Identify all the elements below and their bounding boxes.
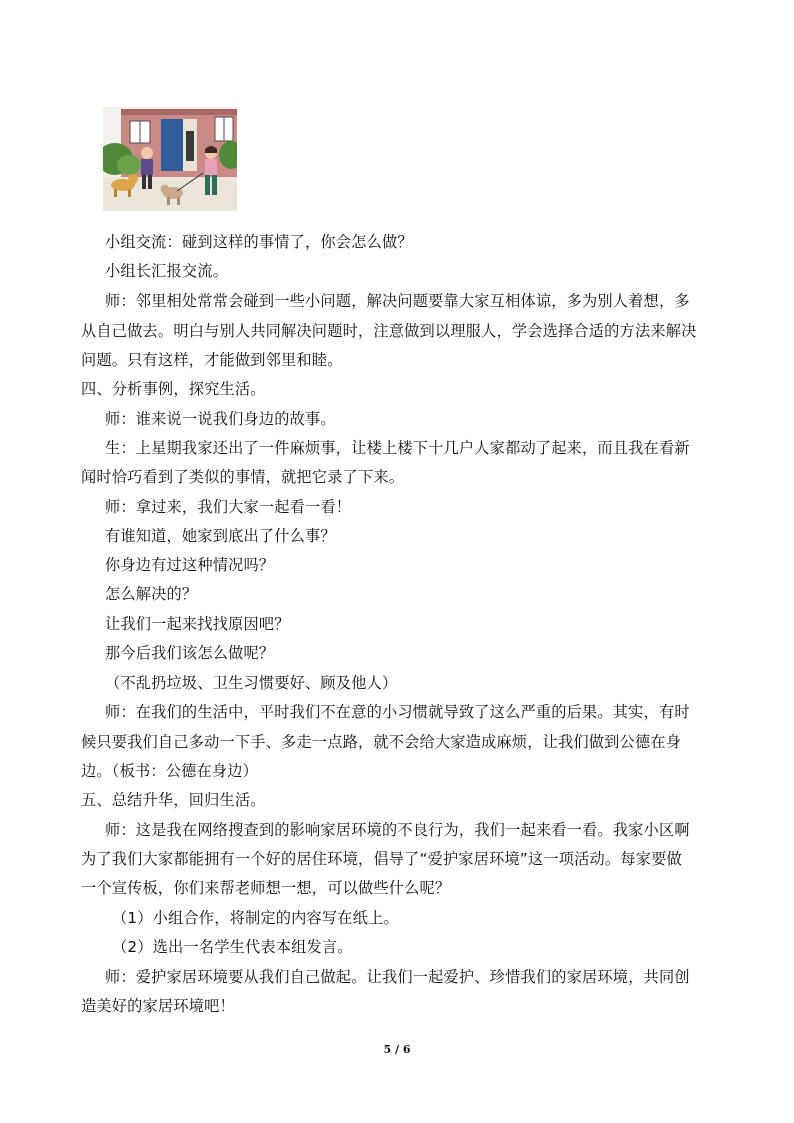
paragraph-line: 问题。只有这样，才能做到邻里和睦。 [81,351,343,369]
paragraph-line: 候只要我们自己多动一下手、多走一点路，就不会给大家造成麻烦，让我们做到公德在身 [81,733,682,751]
question-line: 让我们一起来找找原因吧？ [105,615,290,633]
teacher-line: 师：拿过来，我们大家一起看一看！ [105,498,352,516]
answer-line: （不乱扔垃圾、卫生习惯要好、顾及他人） [105,674,398,692]
paragraph-line: 为了我们大家都能拥有一个好的居住环境，倡导了“爱护家居环境”这一项活动。每家要做 [81,850,682,868]
paragraph-line: 从自己做去。明白与别人共同解决问题时，注意做到以理服人，学会选择合适的方法来解决 [81,322,697,340]
question-line: 有谁知道，她家到底出了什么事？ [105,527,336,545]
question-line: 那今后我们该怎么做呢？ [105,644,275,662]
teacher-paragraph: 师：在我们的生活中，平时我们不在意的小习惯就导致了这么严重的后果。其实，有时 [105,703,690,721]
paragraph-line: 一个宣传板，你们来帮老师想一想，可以做些什么呢？ [81,879,451,897]
step-item: （1）小组合作，将制定的内容写在纸上。 [112,909,399,927]
report-line: 小组长汇报交流。 [105,262,229,280]
question-line: 怎么解决的？ [105,585,198,603]
discussion-line: 小组交流：碰到这样的事情了，你会怎么做？ [105,233,413,251]
teacher-paragraph: 师：这是我在网络搜查到的影响家居环境的不良行为，我们一起来看一看。我家小区啊 [105,821,690,839]
paragraph-line: 造美好的家居环境吧！ [81,997,235,1015]
teacher-paragraph: 师：爱护家居环境要从我们自己做起。让我们一起爱护、珍惜我们的家居环境，共同创 [105,968,690,986]
page-number: 5 / 6 [383,1043,411,1056]
paragraph-line: 边。（板书：公德在身边） [81,762,259,780]
section-heading: 四、分析事例，探究生活。 [81,380,266,398]
teacher-line: 师：谁来说一说我们身边的故事。 [105,410,336,428]
teacher-paragraph: 师：邻里相处常常会碰到一些小问题，解决问题要靠大家互相体谅，多为别人着想，多 [105,292,690,310]
step-item: （2）选出一名学生代表本组发言。 [112,938,353,956]
section-heading: 五、总结升华，回归生活。 [81,791,266,809]
student-paragraph: 生：上星期我家还出了一件麻烦事，让楼上楼下十几户人家都动了起来，而且我在看新 [105,439,690,457]
neighbors-dog-walking-illustration [103,107,237,211]
question-line: 你身边有过这种情况吗？ [105,556,275,574]
paragraph-line: 闻时恰巧看到了类似的事情，就把它录了下来。 [81,468,405,486]
